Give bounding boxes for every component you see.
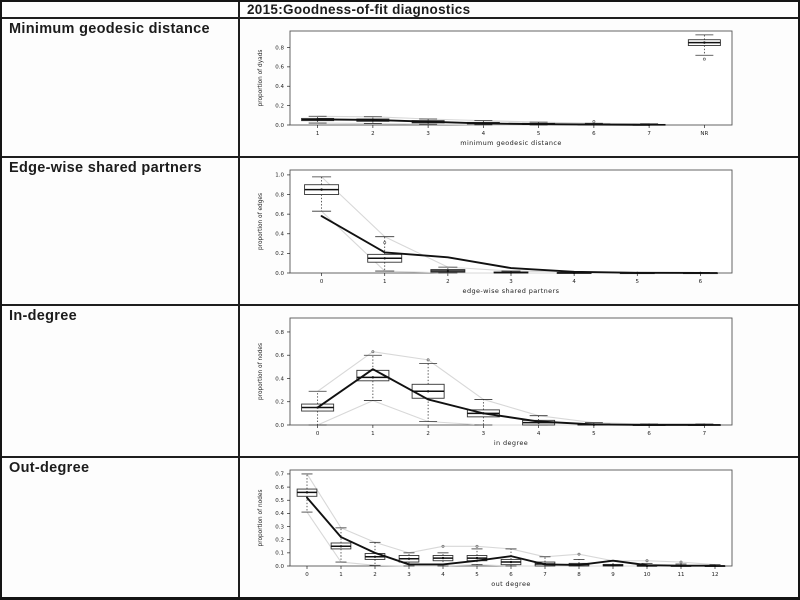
edgewise-shared-partners-chart [240,158,798,304]
row-label-in-degree: In-degree [2,306,238,458]
svg-text:0: 0 [305,572,309,578]
svg-text:proportion of nodes: proportion of nodes [258,489,264,547]
row-label-out-degree: Out-degree [2,458,238,597]
svg-text:6: 6 [698,279,703,285]
svg-text:0.2: 0.2 [275,251,284,258]
in-degree-chart [240,306,798,456]
svg-text:0.8: 0.8 [275,45,284,52]
svg-text:9: 9 [611,572,615,578]
chart-cell-in-degree [238,306,798,458]
svg-text:2: 2 [426,431,430,437]
svg-text:6: 6 [592,131,596,137]
svg-text:0.6: 0.6 [275,64,284,71]
svg-text:0.1: 0.1 [275,550,284,557]
svg-text:proportion of nodes: proportion of nodes [258,343,264,400]
out-degree-chart [240,458,798,597]
svg-text:7: 7 [543,572,547,578]
svg-text:1: 1 [371,431,375,437]
svg-text:1: 1 [315,131,320,137]
svg-text:0: 0 [319,279,324,285]
svg-text:10: 10 [643,572,651,578]
svg-text:0.0: 0.0 [275,422,284,429]
figure-grid [2,2,798,597]
chart-cell-edgewise-shared-partners [238,158,798,306]
svg-text:0.2: 0.2 [275,537,284,544]
svg-text:5: 5 [536,131,541,137]
svg-text:7: 7 [702,431,707,437]
svg-text:8: 8 [577,572,581,578]
svg-text:0.0: 0.0 [275,563,284,570]
svg-text:2: 2 [373,572,377,578]
svg-text:2: 2 [446,279,450,285]
svg-text:1: 1 [339,572,343,578]
svg-text:0.6: 0.6 [275,353,284,360]
svg-text:0.6: 0.6 [275,484,284,491]
svg-text:3: 3 [407,572,411,578]
svg-text:4: 4 [572,279,576,285]
svg-text:0.2: 0.2 [275,399,284,406]
svg-text:minimum geodesic distance: minimum geodesic distance [460,139,562,147]
svg-text:4: 4 [481,131,486,137]
svg-text:3: 3 [509,279,513,285]
svg-text:2: 2 [371,131,375,137]
svg-text:edge-wise shared partners: edge-wise shared partners [462,287,560,295]
corner-cell [2,2,238,19]
svg-text:0.2: 0.2 [275,103,284,110]
row-label-edgewise-shared-partners: Edge-wise shared partners [2,158,238,306]
svg-text:proportion of dyads: proportion of dyads [258,49,264,107]
svg-text:3: 3 [426,131,430,137]
svg-text:0.4: 0.4 [275,231,284,238]
svg-text:6: 6 [509,572,513,578]
minimum-geodesic-distance-chart [240,19,798,156]
svg-text:4: 4 [536,431,541,437]
svg-text:0: 0 [315,431,320,437]
svg-text:0.8: 0.8 [275,192,284,199]
chart-cell-minimum-geodesic-distance [238,19,798,158]
svg-text:1: 1 [382,279,387,285]
svg-text:0.7: 0.7 [275,471,284,478]
svg-text:7: 7 [647,131,651,137]
svg-text:0.4: 0.4 [275,84,284,91]
svg-text:in degree: in degree [493,439,529,447]
svg-text:5: 5 [592,431,596,437]
svg-text:5: 5 [475,572,479,578]
svg-text:0.6: 0.6 [275,211,284,218]
svg-text:0.8: 0.8 [275,329,284,336]
svg-text:0.0: 0.0 [275,270,284,277]
svg-text:0.3: 0.3 [275,524,284,531]
row-label-minimum-geodesic-distance: Minimum geodesic distance [2,19,238,158]
svg-text:5: 5 [635,279,640,285]
svg-text:0.4: 0.4 [275,376,284,383]
svg-text:0.4: 0.4 [275,511,284,518]
svg-text:NR: NR [700,131,709,137]
svg-text:11: 11 [677,572,685,578]
svg-text:out degree: out degree [491,580,531,588]
svg-text:1.0: 1.0 [275,172,284,179]
svg-text:3: 3 [481,431,486,437]
svg-text:6: 6 [647,431,651,437]
svg-text:12: 12 [711,572,719,578]
svg-text:0.5: 0.5 [275,498,284,505]
svg-text:proportion of edges: proportion of edges [258,193,264,250]
chart-cell-out-degree [238,458,798,597]
figure-title: 2015:Goodness-of-fit diagnostics [238,2,798,19]
svg-text:0.0: 0.0 [275,122,284,129]
svg-text:4: 4 [441,572,445,578]
